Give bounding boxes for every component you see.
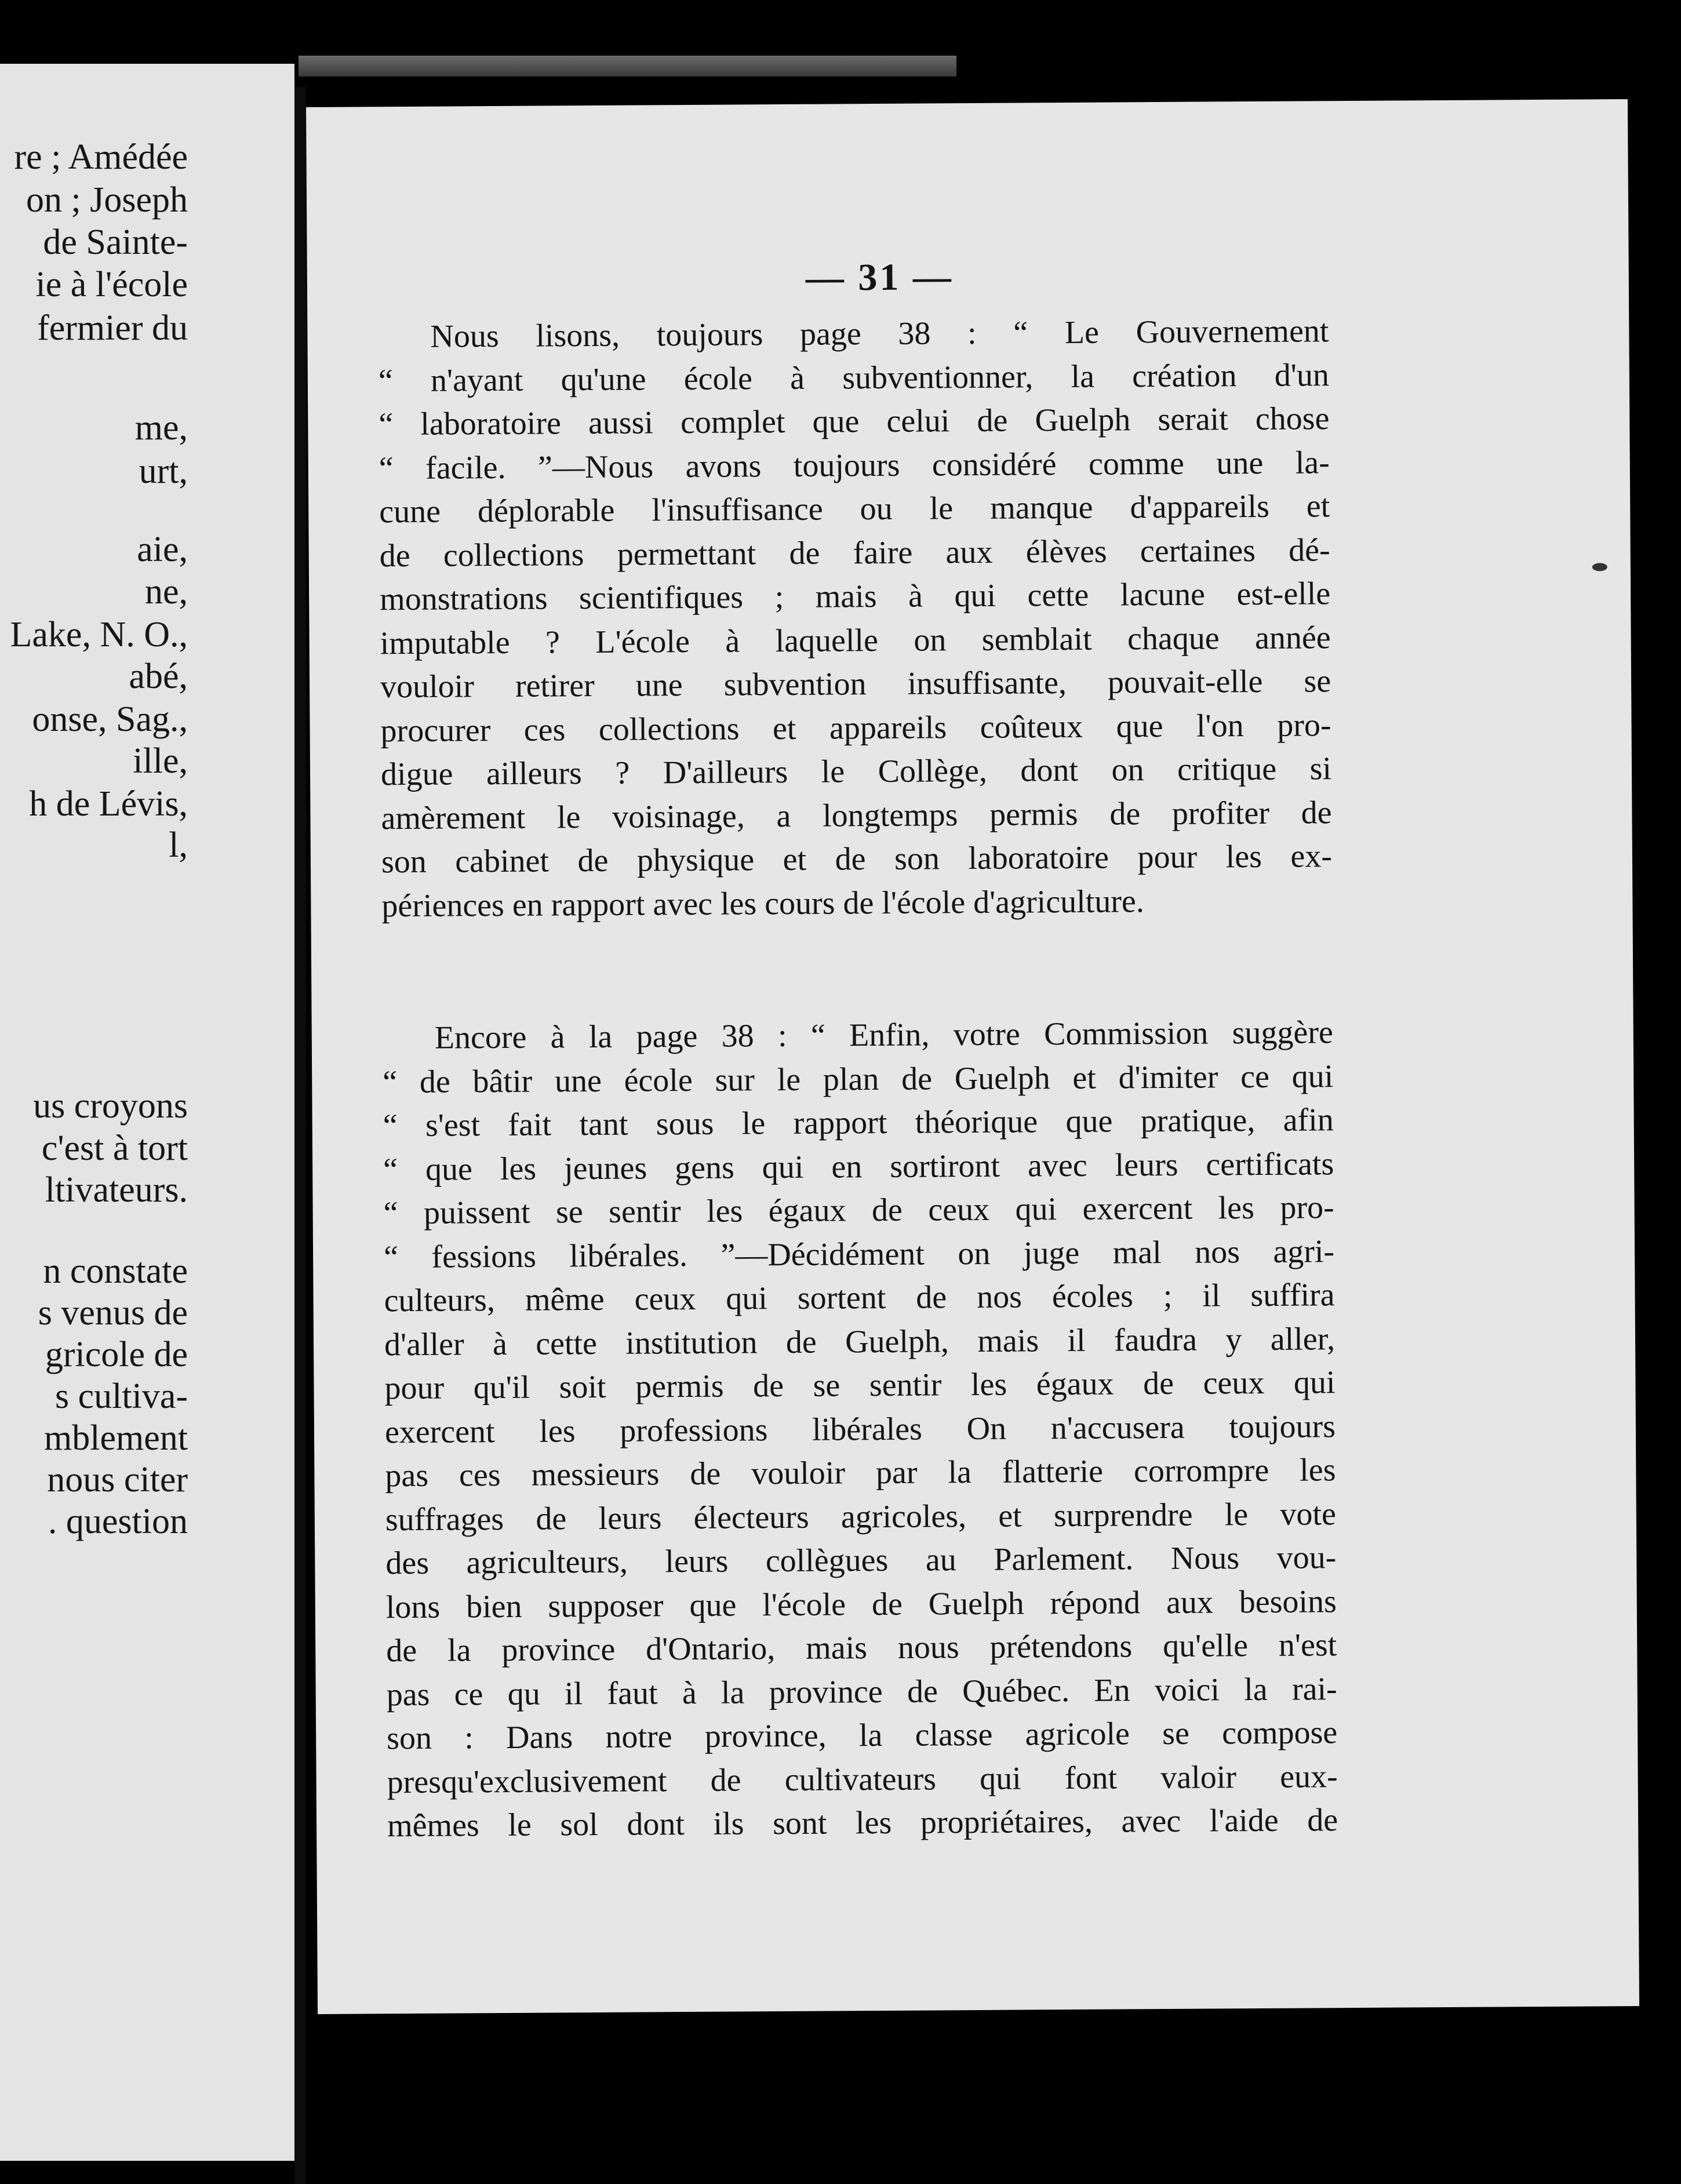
text-line: “ laboratoire aussi complet que celui de Guelph serait chose: [379, 401, 1330, 443]
previous-page-line: ne,: [144, 572, 188, 611]
previous-page-line: me,: [134, 408, 188, 447]
text-line: “ fessions libérales. ”—Décidément on juge mal nos agri-: [383, 1233, 1335, 1275]
text-line: “ de bâtir une école sur le plan de Guelph et d'imiter ce qui: [383, 1058, 1334, 1100]
previous-page-line: us croyons: [33, 1086, 188, 1126]
text-line: presqu'exclusivement de cultivateurs qui font valoir eux-: [387, 1758, 1338, 1800]
text-line: culteurs, même ceux qui sortent de nos écoles ; il suffira: [384, 1277, 1335, 1319]
text-line: son cabinet de physique et de son laboratoire pour les ex-: [381, 838, 1333, 880]
text-line: son : Dans notre province, la classe agricole se compose: [387, 1715, 1338, 1757]
text-line: “ puissent se sentir les égaux de ceux qui exercent les pro-: [383, 1189, 1334, 1232]
text-line: vouloir retirer une subvention insuffisante, pouvait-elle se: [380, 663, 1331, 705]
previous-page-line: fermier du: [37, 308, 188, 348]
previous-page-line: Lake, N. O.,: [10, 615, 188, 654]
text-line: “ que les jeunes gens qui en sortiront avec leurs certificats: [383, 1145, 1334, 1188]
previous-page-line: . question: [48, 1502, 188, 1541]
ink-speck: [1592, 563, 1607, 571]
text-line: Nous lisons, toujours page 38 : “ Le Gouvernement: [430, 313, 1329, 355]
text-line: digue ailleurs ? D'ailleurs le Collège, dont on critique si: [380, 751, 1332, 793]
previous-page-line: h de Lévis,: [29, 784, 188, 824]
text-line: suffrages de leurs électeurs agricoles, et surprendre le vote: [385, 1495, 1337, 1538]
previous-page-line: ille,: [133, 741, 188, 781]
previous-page-line: s venus de: [38, 1293, 188, 1333]
previous-page-line: de Sainte-: [43, 223, 188, 262]
previous-page-line: n constate: [43, 1251, 188, 1291]
text-line: de la province d'Ontario, mais nous prétendons qu'elle n'est: [386, 1627, 1337, 1669]
text-line: périences en rapport avec les cours de l'école d'agriculture.: [381, 883, 1144, 924]
previous-page-line: ie à l'école: [35, 265, 188, 304]
page-gutter: [294, 87, 306, 2184]
text-line: Encore à la page 38 : “ Enfin, votre Commission suggère: [434, 1014, 1333, 1056]
text-line: de collections permettant de faire aux élèves certaines dé-: [379, 532, 1330, 574]
text-line: imputable ? L'école à laquelle on semblait chaque année: [380, 619, 1331, 661]
text-line: pour qu'il soit permis de se sentir les égaux de ceux qui: [384, 1364, 1336, 1407]
previous-page-line: urt,: [139, 452, 188, 491]
text-line: cune déplorable l'insuffisance ou le manque d'appareils et: [379, 488, 1330, 530]
text-line: exercent les professions libérales On n'accusera toujours: [384, 1408, 1336, 1450]
previous-page-line: on ; Joseph: [26, 180, 188, 220]
text-line: mêmes le sol dont ils sont les propriétaires, avec l'aide de: [387, 1802, 1338, 1844]
paragraph-1: [378, 310, 1332, 928]
previous-page-line: l,: [169, 825, 188, 865]
previous-page-line: s cultiva-: [55, 1377, 188, 1416]
text-line: monstrations scientifiques ; mais à qui cette lacune est-elle: [380, 576, 1331, 618]
document-page: [306, 99, 1639, 2014]
page-number: — 31 —: [805, 256, 954, 299]
text-line: procurer ces collections et appareils coûteux que l'on pro-: [380, 707, 1331, 749]
previous-page-line: abé,: [129, 657, 188, 696]
text-line: amèrement le voisinage, a longtemps permis de profiter de: [381, 794, 1332, 836]
text-line: “ s'est fait tant sous le rapport théorique que pratique, afin: [383, 1102, 1334, 1144]
previous-page-line: aie,: [137, 530, 188, 569]
text-line: des agriculteurs, leurs collègues au Parlement. Nous vou-: [385, 1539, 1337, 1582]
text-line: d'aller à cette institution de Guelph, mais il faudra y aller,: [384, 1320, 1336, 1363]
previous-page-line: gricole de: [45, 1335, 188, 1374]
text-line: “ n'ayant qu'une école à subventionner, la création d'un: [378, 356, 1330, 399]
previous-page-line: ltivateurs.: [45, 1170, 188, 1210]
text-line: pas ces messieurs de vouloir par la flatterie corrompre les: [385, 1452, 1336, 1494]
previous-page-line: re ; Amédée: [14, 137, 188, 177]
paragraph-2: [383, 1011, 1338, 1848]
previous-page-line: onse, Sag.,: [32, 700, 188, 739]
page-edge-strip: [299, 56, 956, 77]
text-line: lons bien supposer que l'école de Guelph répond aux besoins: [385, 1583, 1337, 1625]
text-line: pas ce qu il faut à la province de Québec. En voici la rai-: [386, 1670, 1337, 1713]
previous-page-line: nous citer: [47, 1460, 188, 1499]
previous-page-line: mblement: [44, 1418, 188, 1458]
previous-page-line: c'est à tort: [41, 1129, 188, 1168]
previous-page-fragment: [0, 64, 294, 2161]
text-line: “ facile. ”—Nous avons toujours considéré comme une la-: [379, 444, 1330, 486]
